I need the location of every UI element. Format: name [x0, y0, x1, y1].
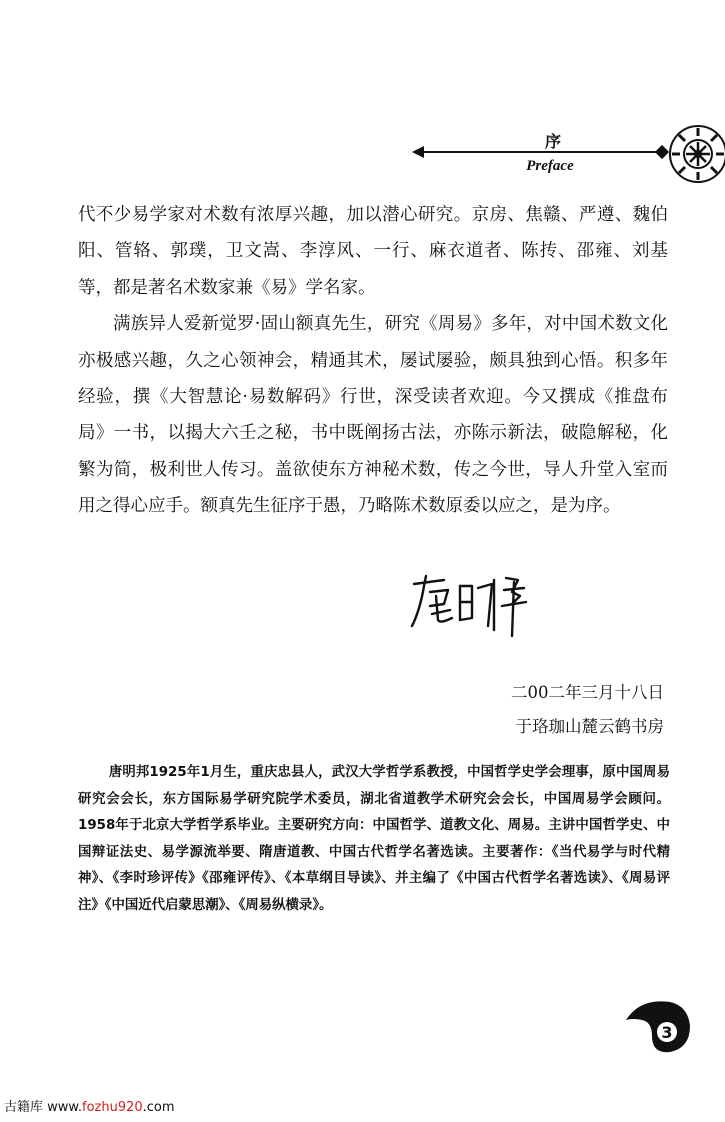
- handwritten-signature: [408, 570, 538, 640]
- body-paragraph: 满族异人爱新觉罗·固山额真先生，研究《周易》多年，对中国术数文化亦极感兴趣，久之心领神会，精通其术，屡试屡验，颇具独到心悟。积多年经验，撰《大智慧论·易数解码》行世，深受读者欢迎。今又撰成《推盘布局》一书，以揭大六壬之秘，书中既阐扬古法，亦陈示新法，破隐解秘，化繁为简，极利世人传习。盖欲使东方神秘术数，传之今世，导人升堂入室而用之得心应手。额真先生征序于愚，乃略陈术数原委以应之，是为序。: [78, 314, 668, 517]
- author-biography: 唐明邦1925年1月生，重庆忠县人，武汉大学哲学系教授，中国哲学史学会理事，原中国周易研究会会长，东方国际易学研究院学术委员，湖北省道教学术研究会会长，中国周易学会顾问。1958年于北京大学哲学系毕业。主要研究方向：中国哲学、道教文化、周易。主讲中国哲学史、中国辩证法史、易学源流举要、隋唐道教、中国古代哲学名著选读。主要著作：《当代易学与时代精神》、《李时珍评传》《邵雍评传》、《本草纲目导读》、并主编了《中国古代哲学名著选读》、《周易评注》《中国近代启蒙思潮》、《周易纵横录》。: [78, 765, 670, 913]
- header-title: 序: [544, 132, 561, 151]
- page-number: 3: [661, 1023, 673, 1042]
- footer-url[interactable]: [47, 1100, 174, 1115]
- body-paragraph: 代不少易学家对术数有浓厚兴趣，加以潜心研究。京房、焦赣、严遵、魏伯阳、管辂、郭璞，卫文嵩、李淳风、一行、麻衣道者、陈抟、邵雍、刘基等，都是著名术数家兼《易》学名家。: [78, 205, 668, 298]
- footer-site-name: 古籍库: [4, 1100, 44, 1115]
- location-text: 于珞珈山麓云鹤书房: [515, 717, 664, 736]
- page-number-tab: [622, 996, 692, 1056]
- date-block: [430, 676, 664, 744]
- footer-url-suffix: .com: [142, 1100, 175, 1115]
- header-subtitle: Preface: [526, 158, 574, 174]
- bagua-emblem-icon: [666, 122, 725, 186]
- footer-watermark: [4, 1096, 175, 1115]
- footer-url-domain: fozhu920: [82, 1100, 143, 1115]
- footer-url-prefix: www.: [47, 1100, 82, 1115]
- date-text: 二00二年三月十八日: [511, 683, 664, 702]
- body-text: [78, 197, 668, 525]
- header-rule: [420, 151, 665, 153]
